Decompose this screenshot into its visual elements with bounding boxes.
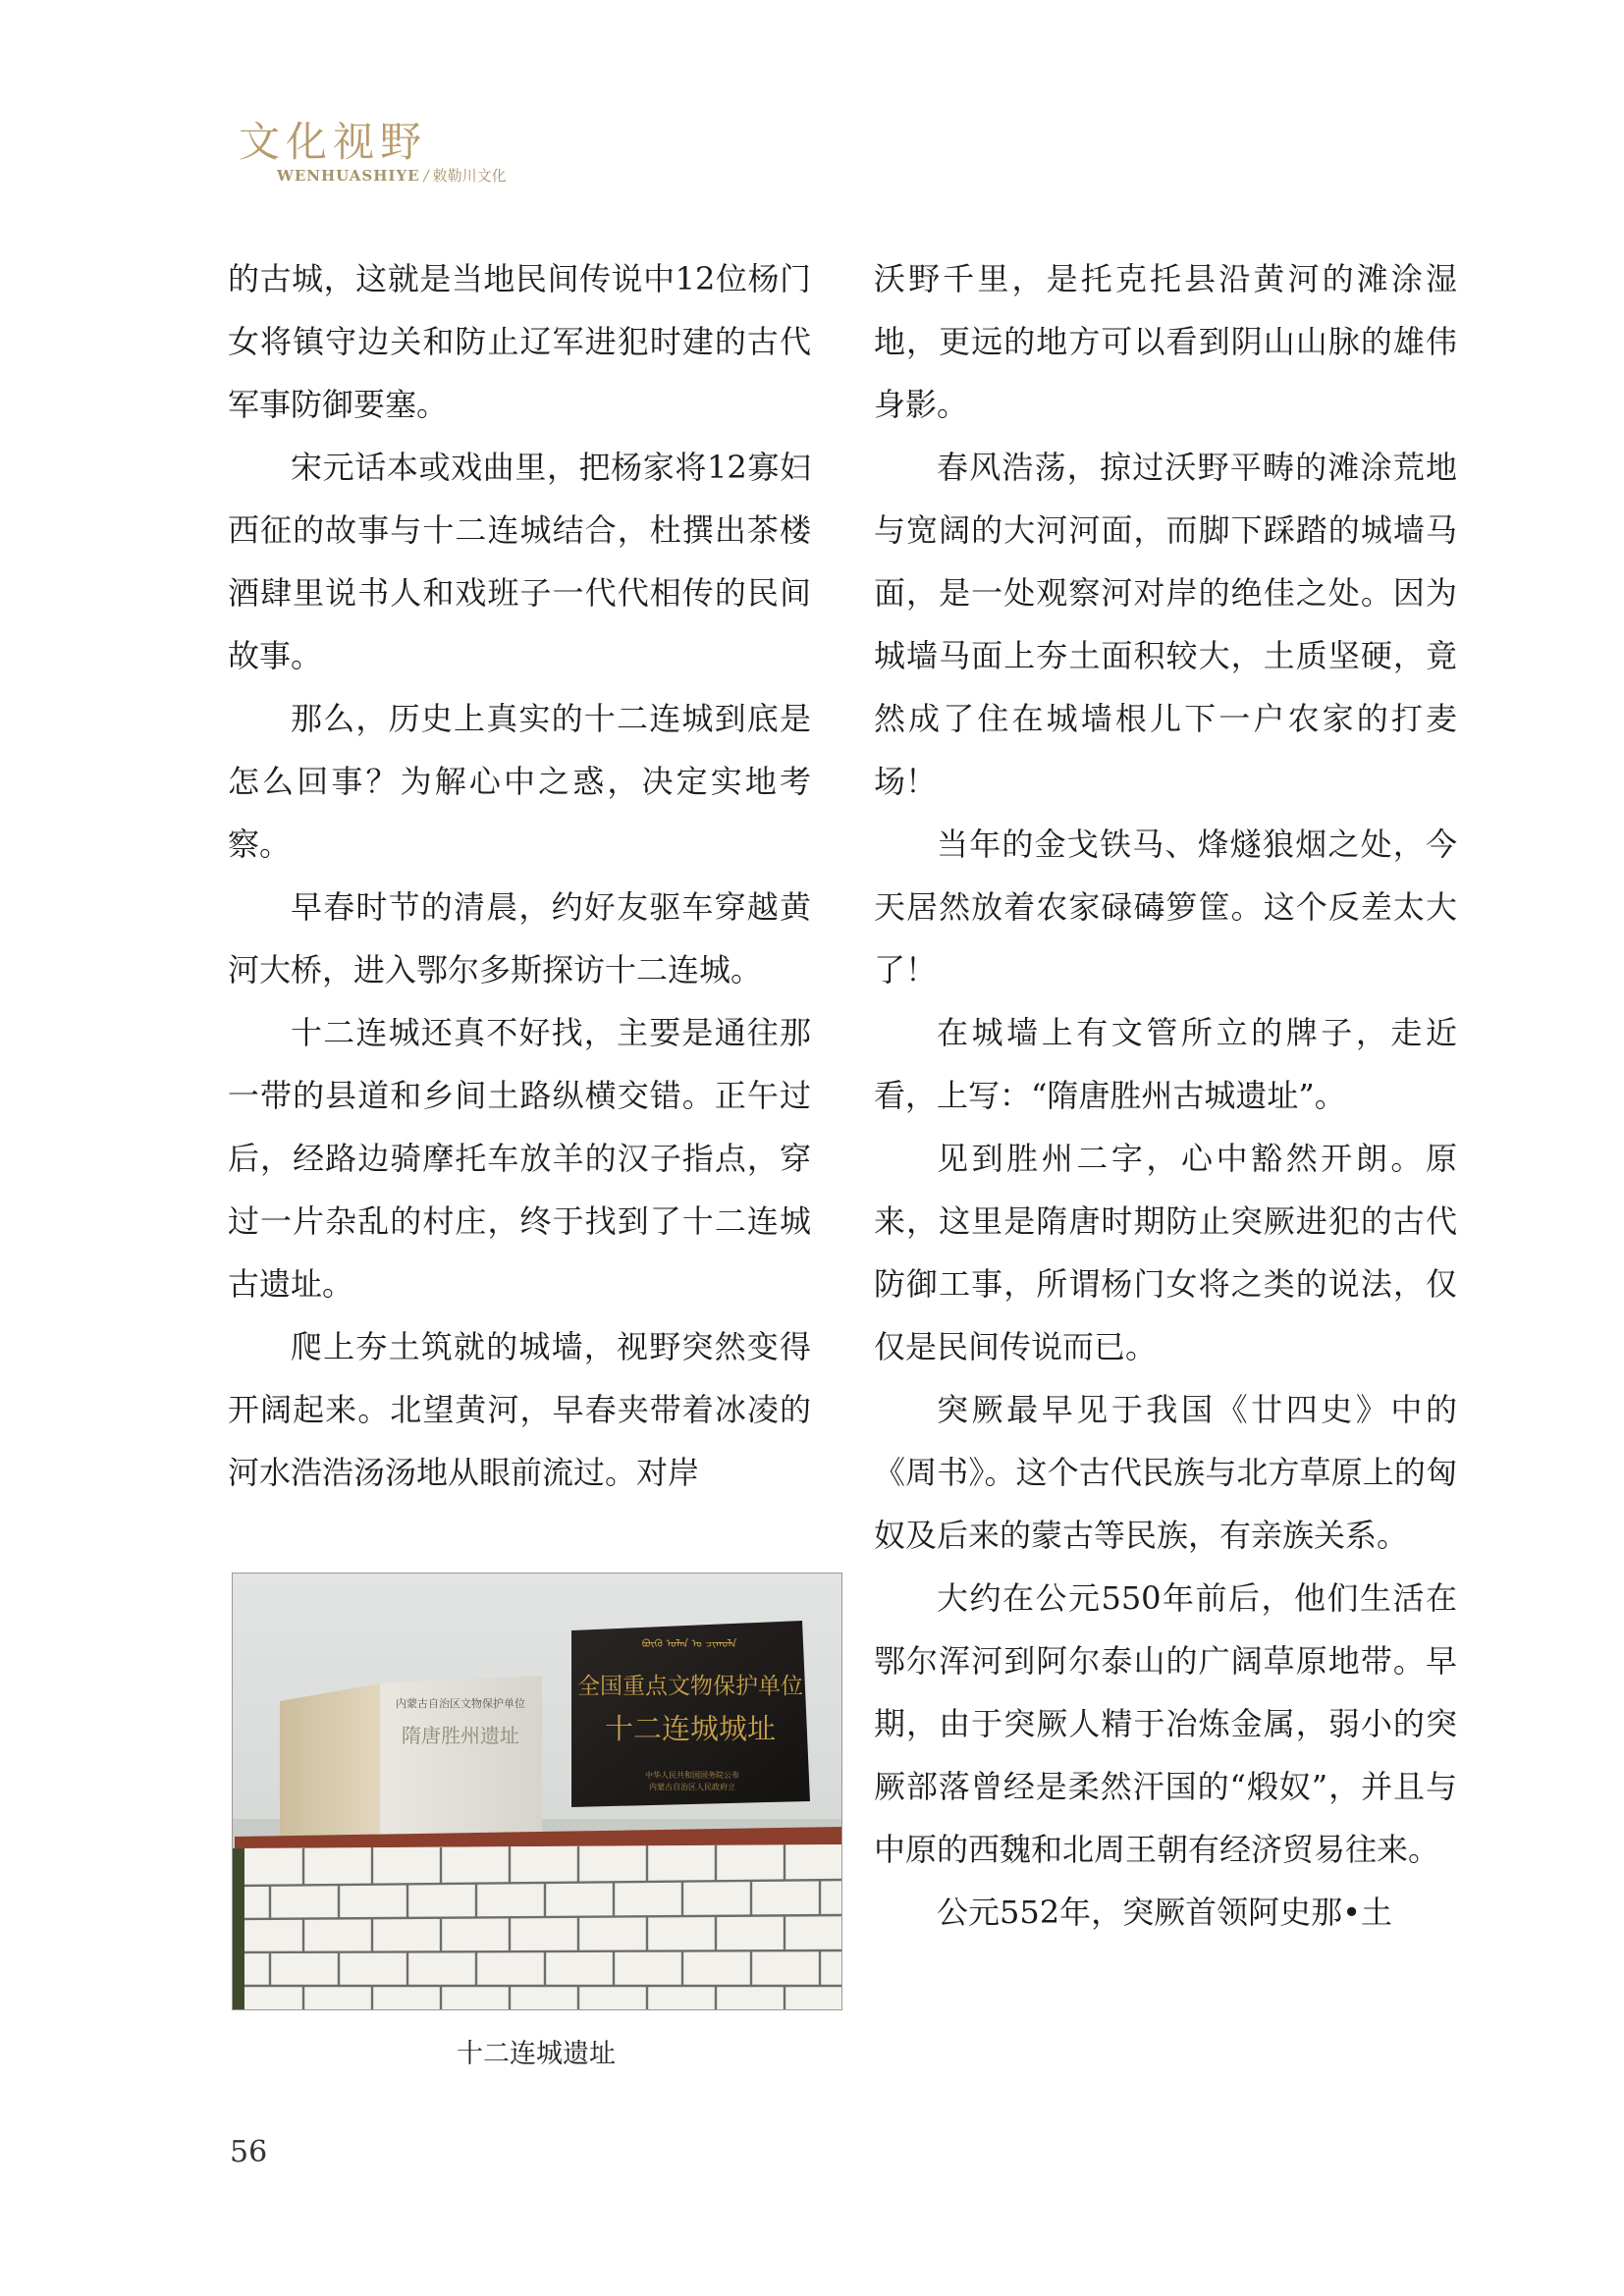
paragraph: 十二连城还真不好找，主要是通往那一带的县道和乡间土路纵横交错。正午过后，经路边骑摩托车放羊的汉子指点，穿过一片杂乱的村庄，终于找到了十二连城古遗址。 xyxy=(228,1014,811,1303)
paragraph: 春风浩荡，掠过沃野平畴的滩涂荒地与宽阔的大河河面，而脚下踩踏的城墙马面，是一处观察河对岸的绝佳之处。因为城墙马面上夯土面积较大，土质坚硬，竟然成了住在城墙根儿下一户农家的打麦场！ xyxy=(874,449,1457,800)
stele-title-line-2: 十二连城城址 xyxy=(604,1712,777,1745)
section-subtitle xyxy=(277,165,507,186)
stele-photo xyxy=(232,1573,842,2010)
paragraph: 宋元话本或戏曲里，把杨家将12寡妇西征的故事与十二连城结合，杜撰出茶楼酒肆里说书人和戏班子一代代相传的民间故事。 xyxy=(228,449,811,674)
stele-footer-line-1: 中华人民共和国国务院公布 xyxy=(645,1771,739,1780)
paragraph: 突厥最早见于我国《廿四史》中的《周书》。这个古代民族与北方草原上的匈奴及后来的蒙古等民族，有亲族关系。 xyxy=(874,1391,1457,1554)
page-number: 56 xyxy=(230,2135,268,2169)
photo-caption: 十二连城遗址 xyxy=(457,2039,616,2069)
paragraph: 沃野千里，是托克托县沿黄河的滩涂湿地，更远的地方可以看到阴山山脉的雄伟身影。 xyxy=(874,260,1457,423)
stele-title-line-1: 全国重点文物保护单位 xyxy=(577,1674,803,1699)
subtitle-divider: / xyxy=(423,167,429,185)
paragraph: 见到胜州二字，心中豁然开朗。原来，这里是隋唐时期防止突厥进犯的古代防御工事，所谓杨门女将之类的说法，仅仅是民间传说而已。 xyxy=(874,1140,1457,1365)
stele-footer-line-2: 内蒙古自治区人民政府立 xyxy=(649,1783,735,1791)
light-stele-line-1: 内蒙古自治区文物保护单位 xyxy=(396,1697,525,1710)
stele-photo-graphic xyxy=(233,1574,841,2009)
right-column xyxy=(874,247,1457,1944)
section-subtitle-cn: 敕勒川文化 xyxy=(432,167,507,185)
paragraph: 爬上夯土筑就的城墙，视野突然变得开阔起来。北望黄河，早春夹带着冰凌的河水浩浩汤汤地从眼前流过。对岸 xyxy=(228,1328,811,1491)
section-subtitle-en: WENHUASHIYE xyxy=(277,167,420,185)
section-title: 文化视野 xyxy=(239,118,428,166)
paragraph: 那么，历史上真实的十二连城到底是怎么回事？为解心中之惑，决定实地考察。 xyxy=(228,700,811,863)
paragraph: 的古城，这就是当地民间传说中12位杨门女将镇守边关和防止辽军进犯时建的古代军事防御要塞。 xyxy=(228,260,811,423)
paragraph: 公元552年，突厥首领阿史那•土 xyxy=(937,1894,1392,1931)
left-column xyxy=(228,247,811,1504)
paragraph: 早春时节的清晨，约好友驱车穿越黄河大桥，进入鄂尔多斯探访十二连城。 xyxy=(228,888,811,988)
paragraph: 大约在公元550年前后，他们生活在鄂尔浑河到阿尔泰山的广阔草原地带。早期，由于突厥人精于冶炼金属，弱小的突厥部落曾经是柔然汗国的“煅奴”，并且与中原的西魏和北周王朝有经济贸易往来。 xyxy=(874,1579,1457,1868)
light-stele-line-2: 隋唐胜州遗址 xyxy=(402,1724,519,1747)
paragraph: 在城墙上有文管所立的牌子，走近看，上写：“隋唐胜州古城遗址”。 xyxy=(874,1014,1457,1114)
paragraph: 当年的金戈铁马、烽燧狼烟之处，今天居然放着农家碌碡箩筐。这个反差太大了！ xyxy=(874,826,1457,988)
mongolian-script-line: ᠪᠦᠬᠦ ᠣᠯᠠᠨ ᠤ ᠴᠢᠬᠤᠯᠠ xyxy=(641,1637,737,1650)
